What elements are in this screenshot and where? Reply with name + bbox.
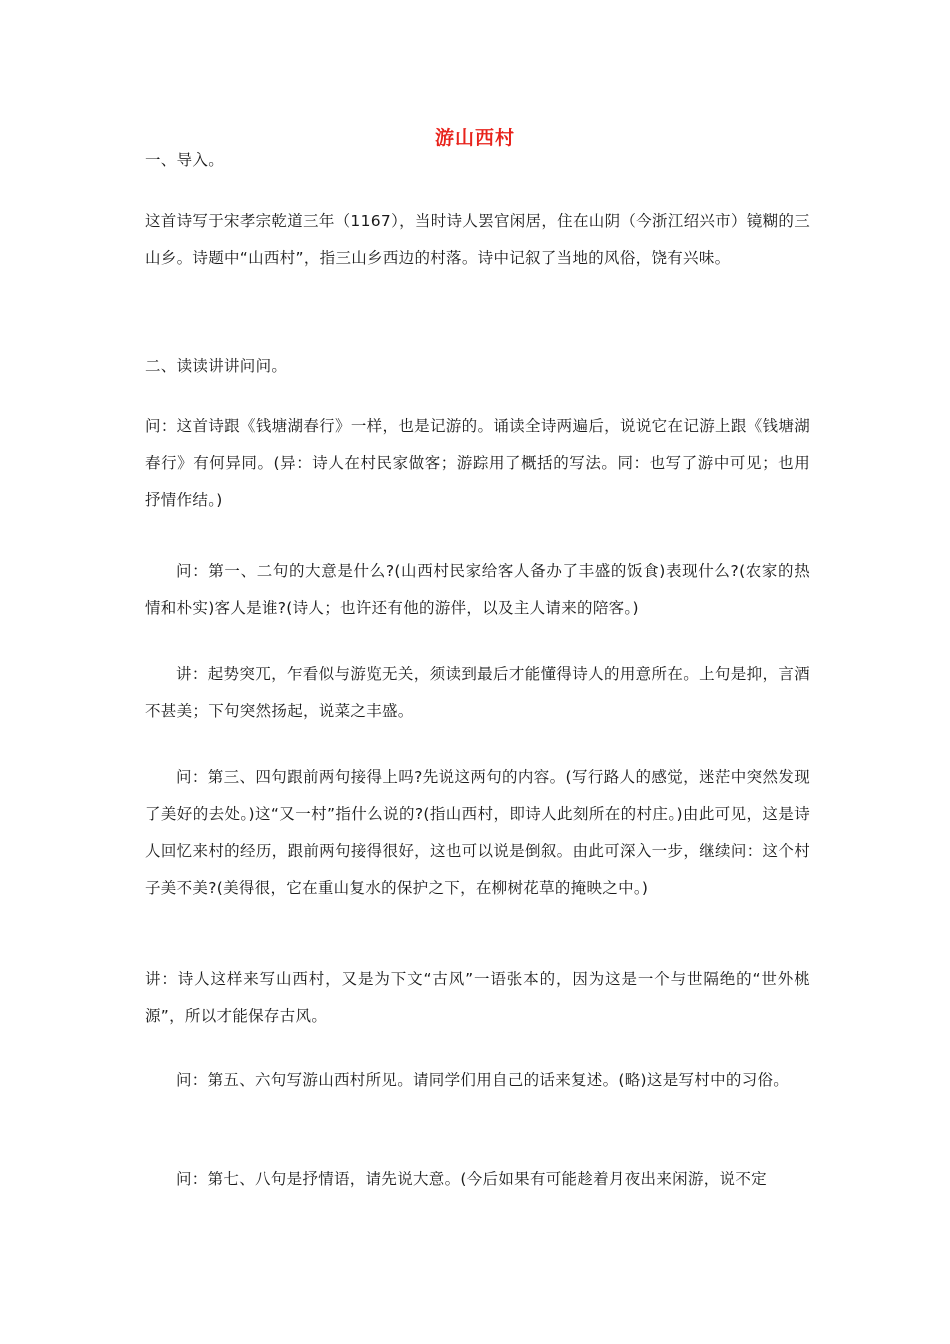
paragraph-question-comparison: 问：这首诗跟《钱塘湖春行》一样，也是记游的。诵读全诗两遍后，说说它在记游上跟《钱塘湖春行》有何异同。(异：诗人在村民家做客；游踪用了概括的写法。同：也写了游中可见；也用抒情作结。) [145, 417, 810, 509]
paragraph-question-lines-7-8: 问：第七、八句是抒情语，请先说大意。(今后如果有可能趁着月夜出来闲游，说不定 [176, 1170, 767, 1188]
paragraph-explain-opening: 讲：起势突兀，乍看似与游览无关，须读到最后才能懂得诗人的用意所在。上句是抑，言酒不甚美；下句突然扬起，说菜之丰盛。 [145, 665, 810, 720]
paragraph-question-lines-3-4: 问：第三、四句跟前两句接得上吗?先说这两句的内容。(写行路人的感觉，迷茫中突然发现了美好的去处。)这“又一村”指什么说的?(指山西村，即诗人此刻所在的村庄。)由此可见，这是诗人回忆来村的经历，跟前两句接得很好，这也可以说是倒叙。由此可深入一步，继续问：这个村子美不美?(美得很，它在重山复水的保护之下，在柳树花草的掩映之中。) [145, 768, 810, 897]
section-heading-reading: 二、读读讲讲问问。 [145, 357, 288, 375]
paragraph-background: 这首诗写于宋孝宗乾道三年（1167），当时诗人罢官闲居，住在山阴（今浙江绍兴市）镜糊的三山乡。诗题中“山西村”，指三山乡西边的村落。诗中记叙了当地的风俗，饶有兴味。 [145, 212, 810, 267]
document-title: 游山西村 [434, 127, 515, 149]
paragraph-question-lines-1-2: 问：第一、二句的大意是什么?(山西村民家给客人备办了丰盛的饭食)表现什么?(农家的热情和朴实)客人是谁?(诗人；也许还有他的游伴，以及主人请来的陪客。) [145, 562, 810, 617]
section-heading-intro: 一、导入。 [145, 151, 225, 169]
paragraph-explain-village: 讲：诗人这样来写山西村，又是为下文“古风”一语张本的，因为这是一个与世隔绝的“世外桃源”，所以才能保存古风。 [145, 970, 810, 1025]
paragraph-question-lines-5-6: 问：第五、六句写游山西村所见。请同学们用自己的话来复述。(略)这是写村中的习俗。 [176, 1071, 790, 1089]
